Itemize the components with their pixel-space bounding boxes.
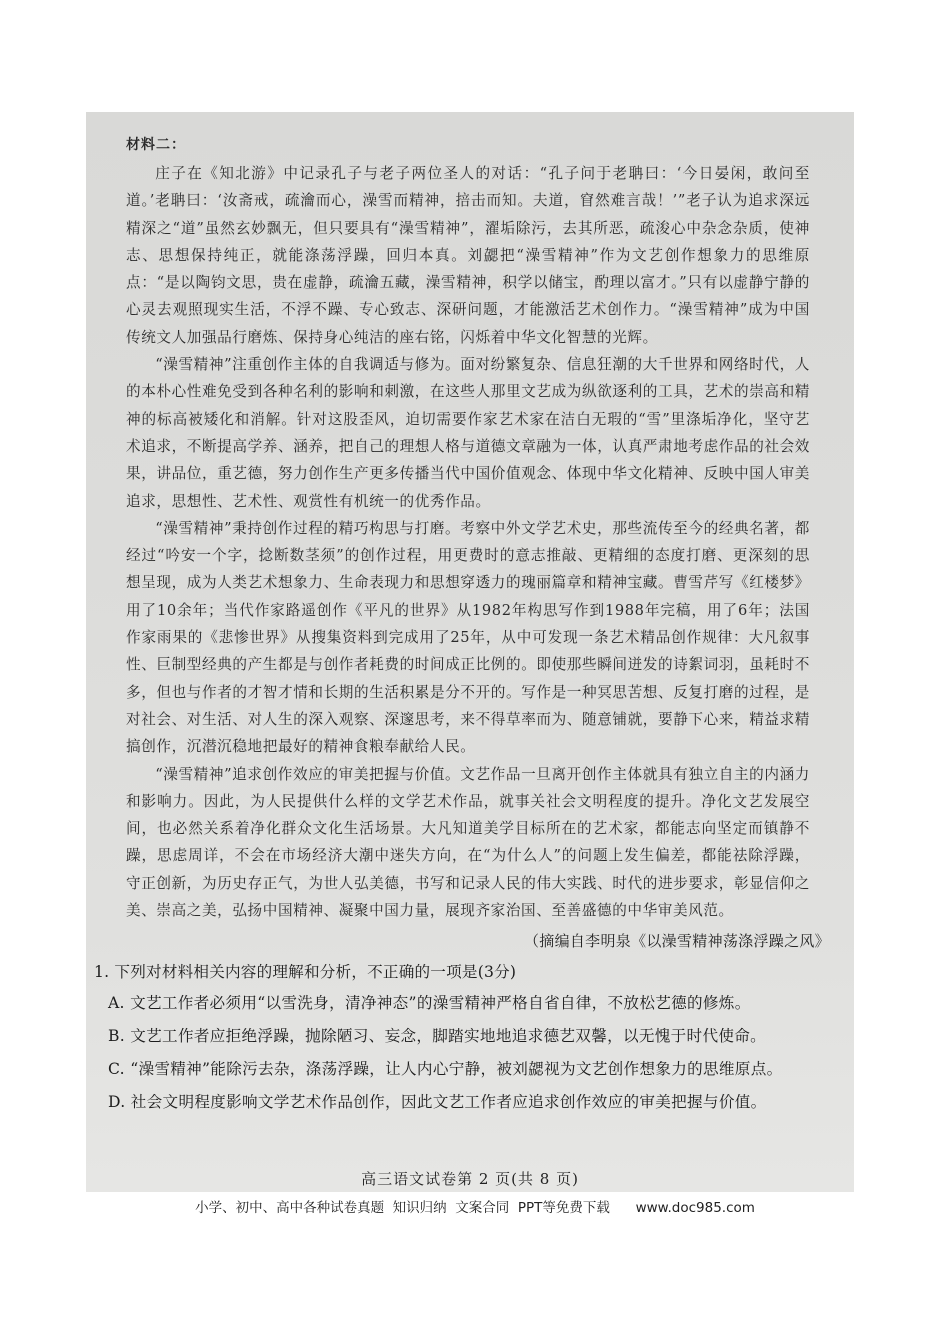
- source-citation: （摘编自李明泉《以澡雪精神荡涤浮躁之风》: [523, 932, 830, 951]
- paragraph-4: “澡雪精神”追求创作效应的审美把握与价值。文艺作品一旦离开创作主体就具有独立自主的内涵力和影响力。因此，为人民提供什么样的文学艺术作品，就事关社会文明程度的提升。净化文艺发展空间，也必然关系着净化群众文化生活场景。大凡知道美学目标所在的艺术家，都能志向坚定而镇静不躁，思虑周详，不会在市场经济大潮中迷失方向，在“为什么人”的问题上发生偏差，都能祛除浮躁，守正创新，为历史存正气，为世人弘美德，书写和记录人民的伟大实践、时代的进步要求，彰显信仰之美、崇高之美，弘扬中国精神、凝聚中国力量，展现齐家治国、至善盛德的中华审美风范。: [126, 765, 810, 920]
- scanned-exam-page: [86, 112, 854, 1192]
- paragraph-2: “澡雪精神”注重创作主体的自我调适与修为。面对纷繁复杂、信息狂潮的大千世界和网络时代，人的本朴心性难免受到各种名利的影响和刺激，在这些人那里文艺成为纵欲逐利的工具，艺术的崇高和精神的标高被矮化和消解。针对这股歪风，迫切需要作家艺术家在洁白无瑕的“雪”里涤垢净化，坚守艺术追求，不断提高学养、涵养，把自己的理想人格与道德文章融为一体，认真严肃地考虑作品的社会效果，讲品位，重艺德，努力创作生产更多传播当代中国价值观念、体现中华文化精神、反映中国人审美追求，思想性、艺术性、观赏性有机统一的优秀作品。: [126, 356, 810, 510]
- paragraph-1: 庄子在《知北游》中记录孔子与老子两位圣人的对话：“孔子问于老聃曰：‘今日晏闲，敢问至道。’老聃曰：‘汝斋戒，疏瀹而心，澡雪而精神，掊击而知。夫道，窅然难言哉！’”老子认为追求深远精深之“道”虽然玄妙飘无，但只要具有“澡雪精神”，濯垢除污，去其所恶，疏浚心中杂念杂质，使神志、思想保持纯正，就能涤荡浮躁，回归本真。刘勰把“澡雪精神”作为文艺创作想象力的思维原点：“是以陶钧文思，贵在虚静，疏瀹五藏，澡雪精神，积学以储宝，酌理以富才。”只有以虚静宁静的心灵去观照现实生活，不浮不躁、专心致志、深研问题，才能激活艺术创作力。“澡雪精神”成为中国传统文人加强品行磨炼、保持身心纯洁的座右铭，闪烁着中华文化智慧的光辉。: [126, 165, 810, 346]
- question-1: [94, 957, 844, 1119]
- question-stem: 1. 下列对材料相关内容的理解和分析，不正确的一项是(3分): [94, 963, 517, 982]
- option-b[interactable]: B. 文艺工作者应拒绝浮躁，抛除陋习、妄念，脚踏实地地追求德艺双馨，以无愧于时代使命。: [108, 1027, 767, 1046]
- material-heading: 材料二：: [126, 137, 186, 153]
- option-a[interactable]: A. 文艺工作者必须用“以雪洗身，清净神态”的澡雪精神严格自省自律，不放松艺德的修炼。: [108, 994, 751, 1013]
- page-number-footer: 高三语文试卷第 2 页(共 8 页): [361, 1170, 579, 1188]
- option-d[interactable]: D. 社会文明程度影响文学艺术作品创作，因此文艺工作者应追求创作效应的审美把握与价值。: [108, 1093, 767, 1112]
- option-c[interactable]: C. “澡雪精神”能除污去杂，涤荡浮躁，让人内心宁静，被刘勰视为文艺创作想象力的思维原点。: [108, 1060, 783, 1079]
- download-ad-line[interactable]: 小学、初中、高中各种试卷真题 知识归纳 文案合同 PPT等免费下载 www.doc985.com: [195, 1200, 755, 1216]
- paragraph-3: “澡雪精神”秉持创作过程的精巧构思与打磨。考察中外文学艺术史，那些流传至今的经典名著，都经过“吟安一个字，捻断数茎须”的创作过程，用更费时的意志推敲、更精细的态度打磨、更深刻的思想呈现，成为人类艺术想象力、生命表现力和思想穿透力的瑰丽篇章和精神宝藏。曹雪芹写《红楼梦》用了10余年；当代作家路遥创作《平凡的世界》从1982年构思写作到1988年完稿，用了6年；法国作家雨果的《悲惨世界》从搜集资料到完成用了25年，从中可发现一条艺术精品创作规律：大凡叙事性、巨制型经典的产生都是与创作者耗费的时间成正比例的。即使那些瞬间迸发的诗絮词羽，虽耗时不多，但也与作者的才智才情和长期的生活积累是分不开的。写作是一种冥思苦想、反复打磨的过程，是对社会、对生活、对人生的深入观察、深邃思考，来不得草率而为、随意铺就，要静下心来，精益求精搞创作，沉潜沉稳地把最好的精神食粮奉献给人民。: [126, 519, 810, 756]
